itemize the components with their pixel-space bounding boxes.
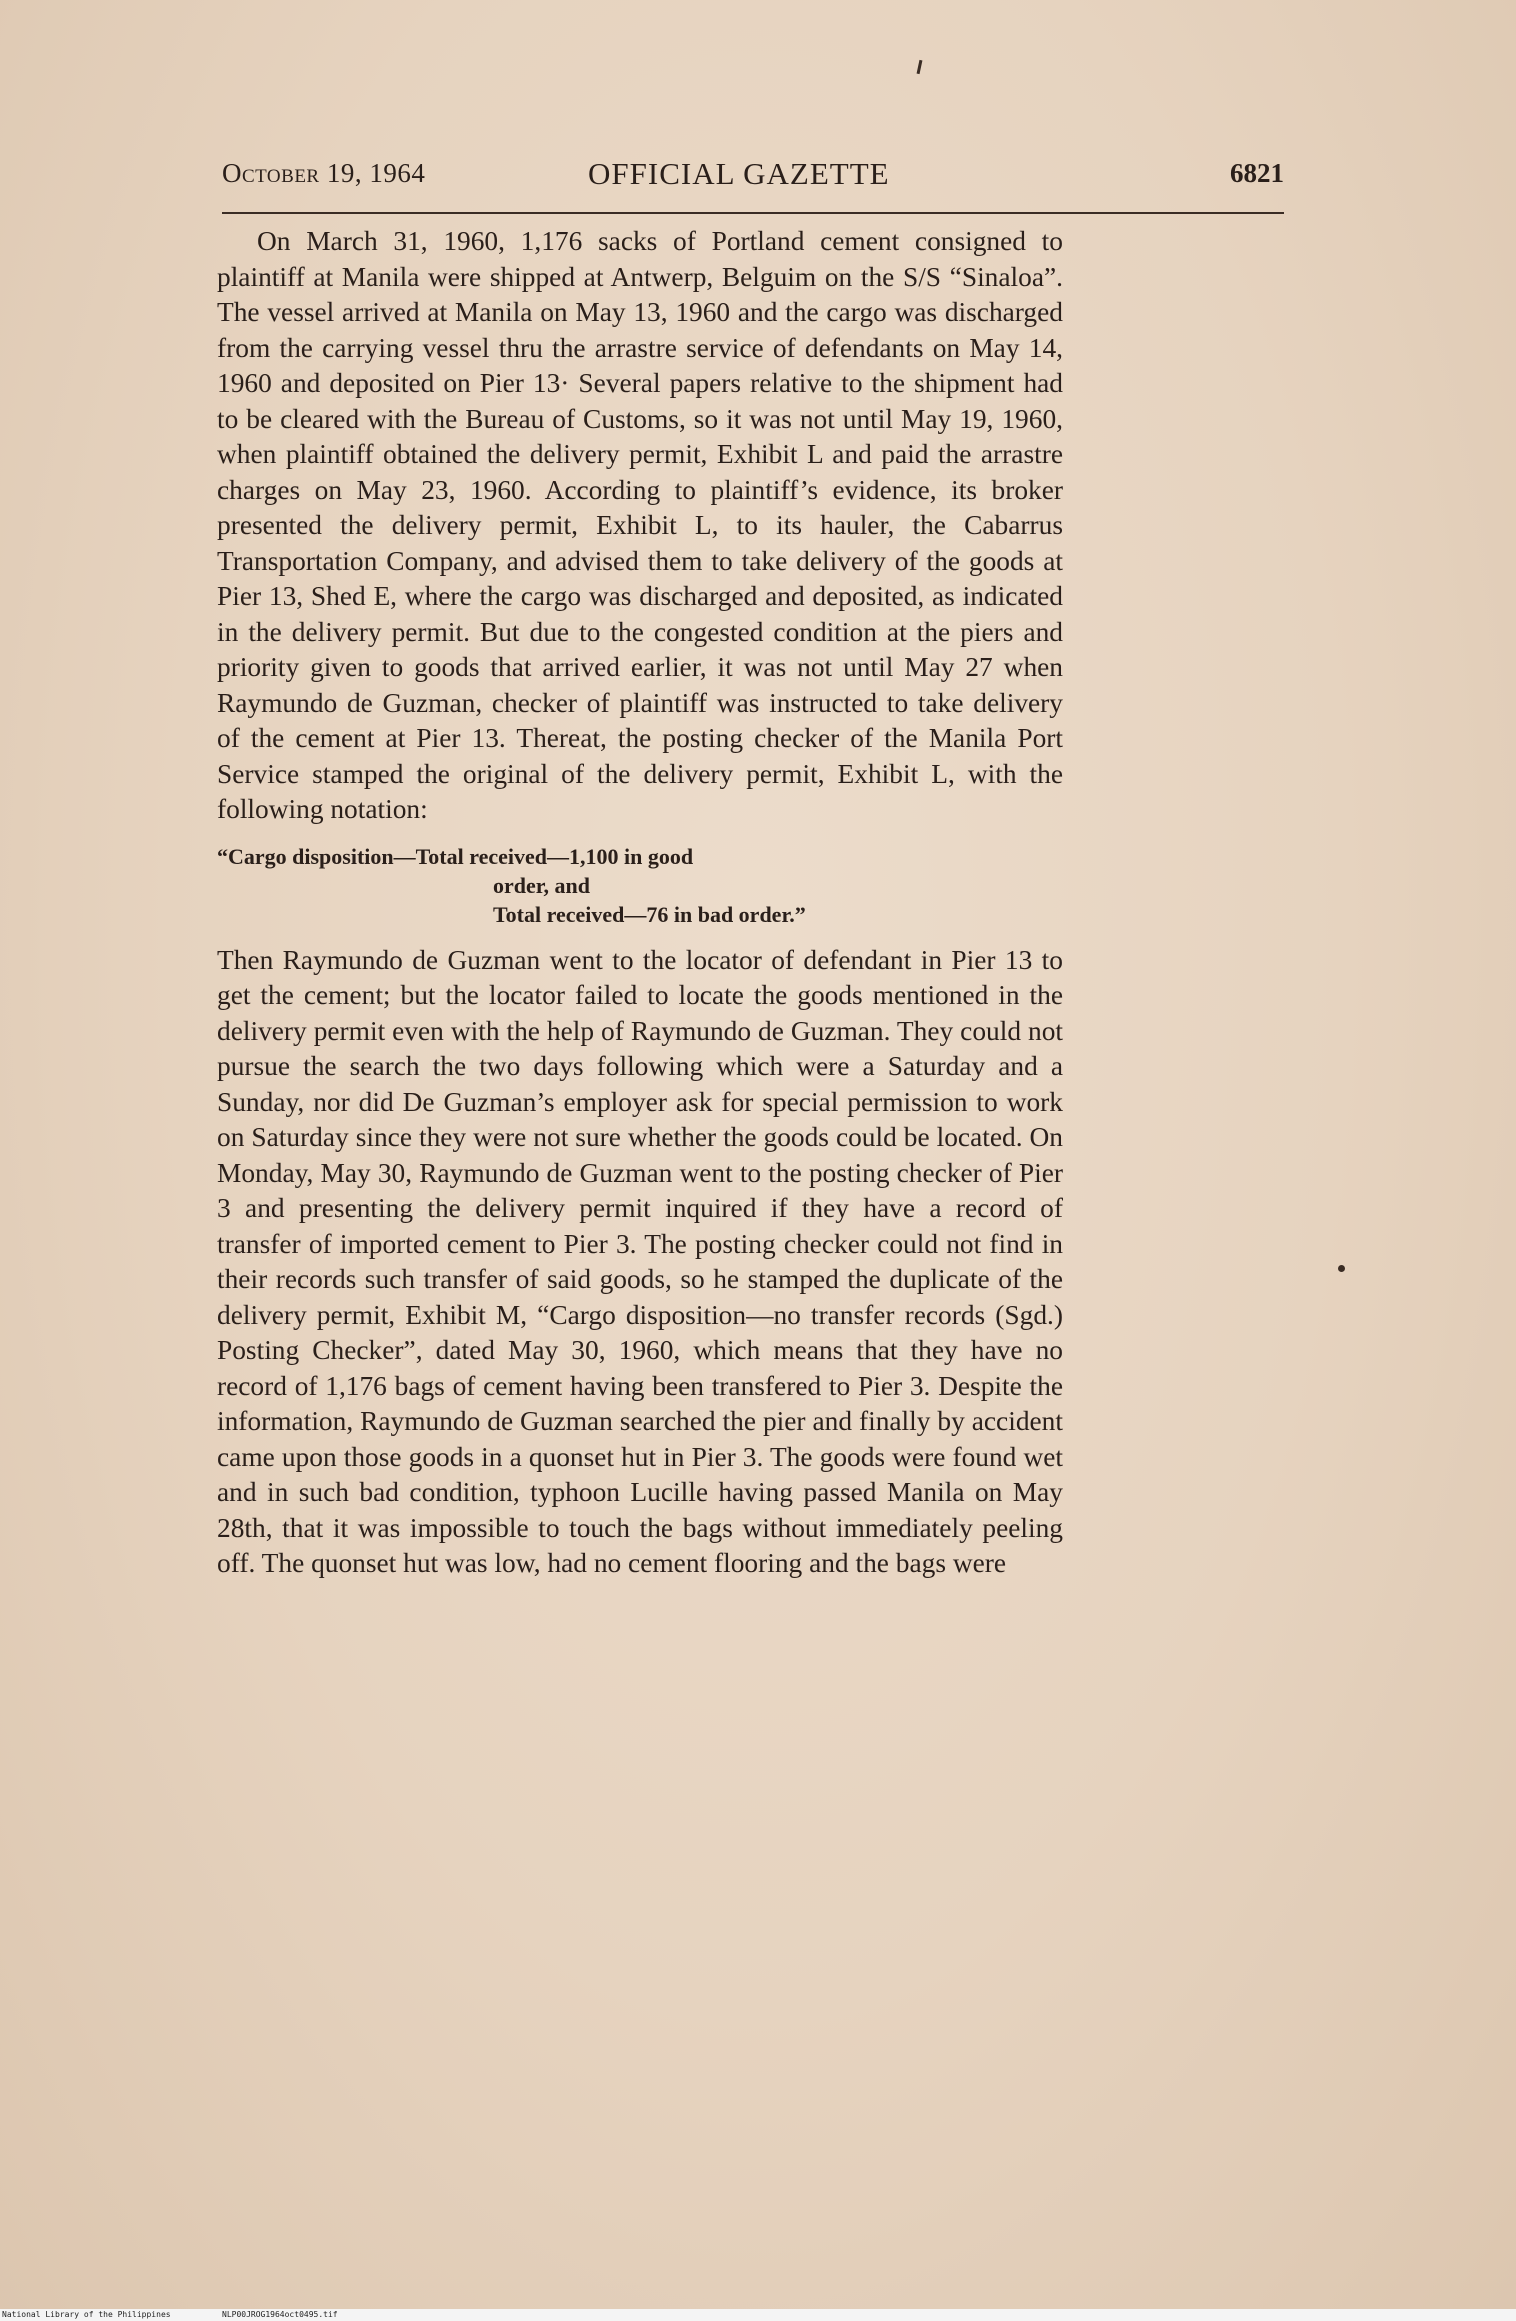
- quote-line-3: Total received—76 in bad order.”: [493, 901, 806, 927]
- ink-speck: [1338, 1265, 1345, 1272]
- quote-line-2: order, and: [493, 872, 590, 898]
- header-date: October 19, 1964: [222, 158, 426, 188]
- scan-mark: [917, 60, 923, 74]
- header-rule: [222, 212, 1284, 214]
- header-title: OFFICIAL GAZETTE: [588, 156, 890, 191]
- paragraph-1: On March 31, 1960, 1,176 sacks of Portland cement consigned to plaintiff at Manila were shipped at Antwerp, Belguim on the S/S “Sinaloa”. The vessel arrived at Manila on May 13, 1960 and the cargo was discharged from the carrying vessel thru the arrastre service of defendants on May 14, 1960 and deposited on Pier 13· Several papers relative to the shipment had to be cleared with the Bureau of Customs, so it was not until May 19, 1960, when plaintiff obtained the delivery permit, Exhibit L and paid the arrastre charges on May 23, 1960. According to plaintiff’s evidence, its broker presented the delivery permit, Exhibit L, to its hauler, the Cabarrus Transportation Company, and advised them to take delivery of the goods at Pier 13, Shed E, where the cargo was discharged and deposited, as indicated in the delivery permit. But due to the congested condition at the piers and priority given to goods that arrived earlier, it was not until May 27 when Raymundo de Guzman, checker of plaintiff was instructed to take delivery of the cement at Pier 13. Thereat, the posting checker of the Manila Port Service stamped the original of the delivery permit, Exhibit L, with the following notation:: [217, 226, 1063, 824]
- page-header: [222, 152, 1284, 202]
- footer-library: National Library of the Philippines: [2, 2310, 171, 2319]
- footer-filename: NLP00JROG1964oct0495.tif: [222, 2310, 338, 2319]
- page-number: 6821: [1230, 158, 1284, 188]
- paragraph-2: Then Raymundo de Guzman went to the locator of defendant in Pier 13 to get the cement; but the locator failed to locate the goods mentioned in the delivery permit even with the help of Raymundo de Guzman. They could not pursue the search the two days following which were a Saturday and a Sunday, nor did De Guzman’s employer ask for special permission to work on Saturday since they were not sure whether the goods could be located. On Monday, May 30, Raymundo de Guzman went to the posting checker of Pier 3 and presenting the delivery permit inquired if they have a record of transfer of imported cement to Pier 3. The posting checker could not find in their records such transfer of said goods, so he stamped the duplicate of the delivery permit, Exhibit M, “Cargo disposition—no transfer records (Sgd.) Posting Checker”, dated May 30, 1960, which means that they have no record of 1,176 bags of cement having been transfered to Pier 3. Despite the information, Raymundo de Guzman searched the pier and finally by accident came upon those goods in a quonset hut in Pier 3. The goods were found wet and in such bad condition, typhoon Lucille having passed Manila on May 28th, that it was impossible to touch the bags without immediately peeling off. The quonset hut was low, had no cement flooring and the bags were: [217, 944, 1063, 1578]
- article-body: [217, 224, 1063, 1582]
- notation-quote: [217, 842, 1063, 929]
- quote-line-1: “Cargo disposition—Total received—1,100 in good: [217, 843, 694, 869]
- scan-footer: [0, 2309, 1516, 2321]
